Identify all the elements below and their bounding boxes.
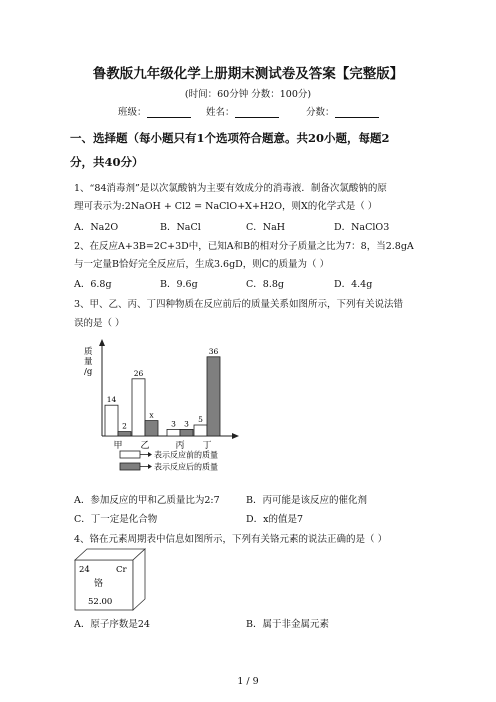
q2-option-c: C．8.8g <box>246 279 284 290</box>
bar-2-0 <box>167 429 180 436</box>
x-tick-label-0: 甲 <box>113 441 123 451</box>
q2-text-line1: 2、在反应A+3B=2C+3D中，已知A和B的相对分子质量之比为7：8，当2.8gA <box>74 241 414 252</box>
section-heading: 一、选择题（每小题只有1个选项符合题意。共20小题，每题2 <box>70 131 390 145</box>
q3-text-line2: 误的是（ ） <box>74 318 125 329</box>
legend-label-1: 表示反应后的质量 <box>154 462 218 472</box>
page-number: 1 / 9 <box>237 676 259 687</box>
q3-option-c: C．丁一定是化合物 <box>74 514 158 525</box>
x-tick-label-3: 丁 <box>202 441 212 451</box>
element-symbol: Cr <box>116 565 127 575</box>
q1-option-a: A．Na2O <box>74 222 119 233</box>
class-blank <box>147 107 191 118</box>
x-tick-label-1: 乙 <box>140 441 150 451</box>
bar-label-1-1: x <box>149 410 154 420</box>
element-cell-side <box>133 549 145 610</box>
x-tick-label-2: 丙 <box>175 441 185 451</box>
bar-label-3-0: 5 <box>198 415 203 424</box>
bar-3-1 <box>207 357 220 436</box>
class-label: 班级： <box>118 107 147 118</box>
q3-text-line1: 3、甲、乙、丙、丁四种物质在反应前后的质量关系如图所示，下列有关说法错 <box>74 299 404 310</box>
bar-label-0-1: 2 <box>122 421 127 431</box>
mass-bar-chart <box>80 336 250 486</box>
q4-option-a: A．原子序数是24 <box>74 619 150 630</box>
exam-time-score: (时间：60分钟 分数：100分) <box>184 89 312 100</box>
score-label: 分数： <box>306 107 335 118</box>
bar-0-0 <box>105 405 118 436</box>
q2-option-b: B．9.6g <box>160 279 198 290</box>
q4-text: 4、铬在元素周期表中信息如图所示，下列有关铬元素的说法正确的是（ ） <box>74 534 388 545</box>
bar-label-1-0: 26 <box>133 368 144 378</box>
name-field <box>206 104 279 118</box>
q2-text-line2: 与一定量B恰好完全反应后，生成3.6gD，则C的质量为（ ） <box>74 259 330 270</box>
element-atomic-mass: 52.00 <box>88 597 113 607</box>
name-blank <box>235 107 279 118</box>
class-field <box>118 104 191 118</box>
name-label: 姓名： <box>206 107 235 118</box>
q2-option-a: A．6.8g <box>74 279 112 290</box>
y-axis-arrow <box>99 339 105 346</box>
legend-label-0: 表示反应前的质量 <box>154 450 218 460</box>
q3-option-a: A．参加反应的甲和乙质量比为2:7 <box>74 495 220 506</box>
x-axis-arrow <box>232 433 239 439</box>
legend-arrow-0 <box>148 452 152 457</box>
score-field <box>306 104 379 118</box>
q1-option-d: D．NaClO3 <box>334 222 390 233</box>
q4-option-b: B．属于非金属元素 <box>246 619 329 630</box>
bar-2-1 <box>180 429 193 436</box>
section-heading-cont: 分，共40分） <box>70 155 144 169</box>
q1-option-b: B．NaCl <box>160 222 201 233</box>
bar-label-3-1: 36 <box>208 346 219 356</box>
q3-option-b: B．丙可能是该反应的催化剂 <box>246 495 367 506</box>
y-axis-label: 质量/g <box>84 347 93 377</box>
score-blank <box>335 107 379 118</box>
bar-0-1 <box>118 432 131 436</box>
q3-option-d: D．x的值是7 <box>246 514 304 525</box>
legend-arrow-1 <box>148 464 152 469</box>
element-cell-chromium <box>74 548 156 612</box>
bar-label-0-0: 14 <box>106 395 117 405</box>
document-title: 鲁教版九年级化学上册期末测试卷及答案【完整版】 <box>92 66 404 82</box>
q1-text-line2: 理可表示为:2NaOH + Cl2 = NaClO+X+H2O，则X的化学式是（ ） <box>74 201 378 212</box>
bar-label-2-0: 3 <box>171 419 176 429</box>
element-atomic-number: 24 <box>79 565 90 575</box>
legend-swatch-1 <box>120 463 140 470</box>
element-name: 铬 <box>94 579 104 589</box>
bar-1-1 <box>145 421 158 436</box>
q2-option-d: D．4.4g <box>334 279 373 290</box>
bar-1-0 <box>132 379 145 436</box>
q1-text-line1: 1、“84消毒剂”是以次氯酸钠为主要有效成分的消毒液．制备次氯酸钠的原 <box>74 183 387 194</box>
bar-label-2-1: 3 <box>184 419 189 429</box>
bar-3-0 <box>194 425 207 436</box>
q1-option-c: C．NaH <box>246 222 286 233</box>
legend-swatch-0 <box>120 451 140 458</box>
